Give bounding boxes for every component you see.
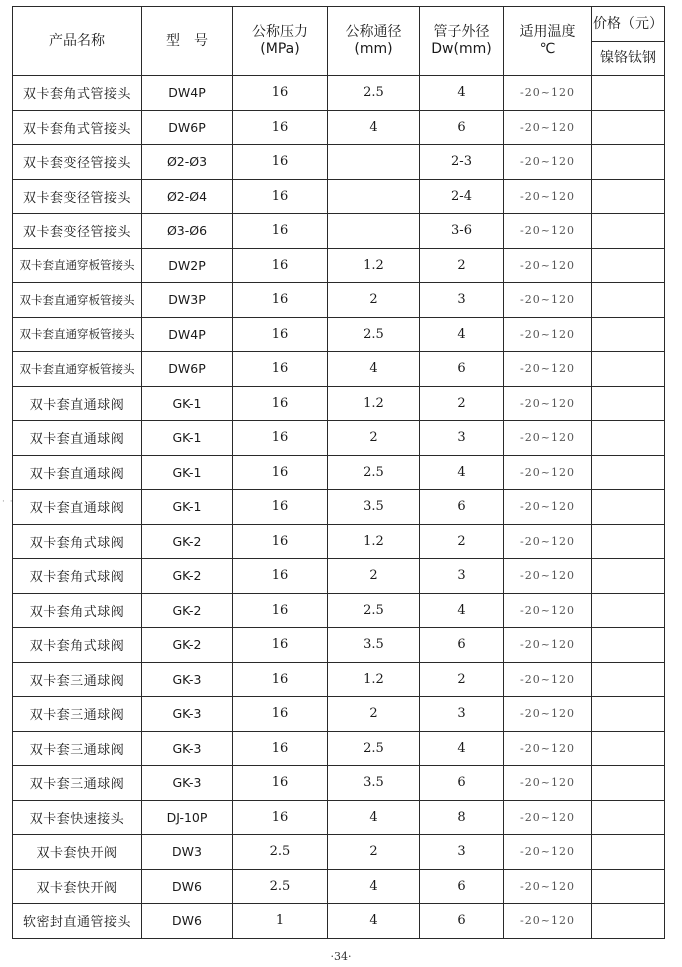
cell-price — [592, 110, 665, 145]
cell-model: GK-2 — [142, 628, 233, 663]
cell-product-name: 双卡套变径管接头 — [13, 145, 142, 180]
cell-bore: 2.5 — [328, 317, 420, 352]
table-row — [13, 386, 665, 421]
cell-model: GK-1 — [142, 386, 233, 421]
table-row — [13, 662, 665, 697]
cell-bore: 2 — [328, 835, 420, 870]
cell-temperature: -20~120 — [504, 76, 592, 111]
cell-model: GK-3 — [142, 766, 233, 801]
cell-product-name: 双卡套直通穿板管接头 — [13, 248, 142, 283]
cell-pressure: 16 — [233, 386, 328, 421]
table-row — [13, 628, 665, 663]
table-row — [13, 352, 665, 387]
cell-model: Ø3-Ø6 — [142, 214, 233, 249]
cell-model: GK-1 — [142, 490, 233, 525]
cell-temperature: -20~120 — [504, 766, 592, 801]
cell-bore: 2 — [328, 559, 420, 594]
table-row — [13, 835, 665, 870]
cell-outer-diameter: 6 — [420, 628, 504, 663]
cell-temperature: -20~120 — [504, 248, 592, 283]
cell-product-name: 双卡套快开阀 — [13, 835, 142, 870]
header-price: 价格（元） — [592, 7, 665, 42]
cell-outer-diameter: 4 — [420, 455, 504, 490]
table-row — [13, 559, 665, 594]
cell-outer-diameter: 3 — [420, 835, 504, 870]
cell-temperature: -20~120 — [504, 421, 592, 456]
header-od-label: 管子外径 — [433, 24, 490, 40]
cell-product-name: 双卡套快速接头 — [13, 800, 142, 835]
cell-outer-diameter: 6 — [420, 110, 504, 145]
cell-price — [592, 455, 665, 490]
cell-outer-diameter: 3-6 — [420, 214, 504, 249]
cell-pressure: 16 — [233, 110, 328, 145]
cell-temperature: -20~120 — [504, 455, 592, 490]
header-bore — [328, 7, 420, 76]
cell-product-name: 双卡套快开阀 — [13, 869, 142, 904]
cell-pressure: 16 — [233, 524, 328, 559]
cell-price — [592, 593, 665, 628]
cell-pressure: 16 — [233, 766, 328, 801]
header-temp-unit: ℃ — [539, 41, 556, 57]
cell-price — [592, 352, 665, 387]
cell-bore: 1.2 — [328, 248, 420, 283]
table-row — [13, 731, 665, 766]
cell-model: DW2P — [142, 248, 233, 283]
table-row — [13, 76, 665, 111]
cell-outer-diameter: 6 — [420, 869, 504, 904]
cell-outer-diameter: 8 — [420, 800, 504, 835]
cell-outer-diameter: 4 — [420, 731, 504, 766]
table-body — [13, 76, 665, 939]
header-bore-label: 公称通径 — [345, 24, 402, 40]
cell-bore: 3.5 — [328, 490, 420, 525]
cell-product-name: 双卡套角式管接头 — [13, 110, 142, 145]
cell-model: DW4P — [142, 317, 233, 352]
cell-temperature: -20~120 — [504, 386, 592, 421]
cell-outer-diameter: 2-4 — [420, 179, 504, 214]
header-pressure-label: 公称压力 — [252, 24, 308, 40]
cell-temperature: -20~120 — [504, 593, 592, 628]
cell-price — [592, 628, 665, 663]
cell-model: DW6 — [142, 869, 233, 904]
cell-pressure: 16 — [233, 628, 328, 663]
cell-temperature: -20~120 — [504, 179, 592, 214]
cell-model: DW6P — [142, 110, 233, 145]
cell-temperature: -20~120 — [504, 904, 592, 939]
cell-outer-diameter: 3 — [420, 283, 504, 318]
cell-price — [592, 283, 665, 318]
cell-bore: 3.5 — [328, 766, 420, 801]
cell-bore — [328, 214, 420, 249]
cell-pressure: 16 — [233, 593, 328, 628]
header-outer-diameter — [420, 7, 504, 76]
cell-bore: 1.2 — [328, 662, 420, 697]
cell-pressure: 16 — [233, 76, 328, 111]
cell-outer-diameter: 6 — [420, 352, 504, 387]
cell-bore: 2 — [328, 697, 420, 732]
cell-pressure: 2.5 — [233, 869, 328, 904]
cell-pressure: 2.5 — [233, 835, 328, 870]
header-temperature — [504, 7, 592, 76]
cell-bore — [328, 145, 420, 180]
product-price-table — [12, 6, 665, 939]
table-row — [13, 421, 665, 456]
cell-bore: 4 — [328, 800, 420, 835]
table-row — [13, 766, 665, 801]
cell-pressure: 16 — [233, 455, 328, 490]
cell-price — [592, 835, 665, 870]
cell-product-name: 双卡套三通球阀 — [13, 697, 142, 732]
cell-model: DW3 — [142, 835, 233, 870]
header-temp-label: 适用温度 — [519, 24, 576, 40]
cell-outer-diameter: 2 — [420, 524, 504, 559]
cell-model: GK-2 — [142, 524, 233, 559]
cell-model: DJ-10P — [142, 800, 233, 835]
cell-price — [592, 421, 665, 456]
table-row — [13, 283, 665, 318]
cell-price — [592, 145, 665, 180]
cell-product-name: 双卡套直通穿板管接头 — [13, 283, 142, 318]
cell-pressure: 16 — [233, 248, 328, 283]
table-row — [13, 697, 665, 732]
header-bore-unit: (mm) — [354, 41, 393, 57]
cell-bore: 4 — [328, 352, 420, 387]
cell-price — [592, 662, 665, 697]
table-row — [13, 145, 665, 180]
cell-product-name: 双卡套直通球阀 — [13, 386, 142, 421]
cell-temperature: -20~120 — [504, 110, 592, 145]
cell-price — [592, 386, 665, 421]
cell-temperature: -20~120 — [504, 490, 592, 525]
cell-outer-diameter: 4 — [420, 593, 504, 628]
table-row — [13, 869, 665, 904]
cell-bore: 4 — [328, 904, 420, 939]
cell-bore: 2.5 — [328, 76, 420, 111]
cell-outer-diameter: 3 — [420, 697, 504, 732]
cell-bore — [328, 179, 420, 214]
cell-model: DW6P — [142, 352, 233, 387]
cell-temperature: -20~120 — [504, 283, 592, 318]
cell-temperature: -20~120 — [504, 145, 592, 180]
cell-product-name: 双卡套直通穿板管接头 — [13, 352, 142, 387]
cell-pressure: 16 — [233, 352, 328, 387]
table-header — [13, 7, 665, 76]
cell-product-name: 双卡套角式球阀 — [13, 524, 142, 559]
cell-model: GK-2 — [142, 593, 233, 628]
table-row — [13, 110, 665, 145]
cell-product-name: 双卡套直通球阀 — [13, 490, 142, 525]
cell-product-name: 双卡套直通球阀 — [13, 455, 142, 490]
cell-model: GK-2 — [142, 559, 233, 594]
cell-temperature: -20~120 — [504, 524, 592, 559]
header-material: 镍铬钛钢 — [592, 42, 665, 76]
cell-price — [592, 559, 665, 594]
cell-price — [592, 731, 665, 766]
cell-price — [592, 869, 665, 904]
cell-outer-diameter: 6 — [420, 766, 504, 801]
cell-product-name: 双卡套三通球阀 — [13, 731, 142, 766]
cell-outer-diameter: 2 — [420, 662, 504, 697]
table-row — [13, 455, 665, 490]
cell-pressure: 16 — [233, 283, 328, 318]
cell-product-name: 双卡套三通球阀 — [13, 766, 142, 801]
cell-product-name: 双卡套角式管接头 — [13, 76, 142, 111]
cell-model: GK-1 — [142, 421, 233, 456]
table-row — [13, 524, 665, 559]
cell-pressure: 16 — [233, 317, 328, 352]
cell-model: DW3P — [142, 283, 233, 318]
cell-outer-diameter: 3 — [420, 421, 504, 456]
header-model: 型 号 — [142, 7, 233, 76]
cell-price — [592, 248, 665, 283]
cell-temperature: -20~120 — [504, 352, 592, 387]
cell-temperature: -20~120 — [504, 628, 592, 663]
header-product-name: 产品名称 — [13, 7, 142, 76]
cell-bore: 2.5 — [328, 455, 420, 490]
cell-product-name: 双卡套角式球阀 — [13, 559, 142, 594]
cell-product-name: 双卡套变径管接头 — [13, 214, 142, 249]
table-row — [13, 904, 665, 939]
cell-outer-diameter: 3 — [420, 559, 504, 594]
cell-pressure: 1 — [233, 904, 328, 939]
cell-temperature: -20~120 — [504, 731, 592, 766]
cell-price — [592, 904, 665, 939]
cell-temperature: -20~120 — [504, 800, 592, 835]
cell-bore: 1.2 — [328, 524, 420, 559]
cell-pressure: 16 — [233, 421, 328, 456]
header-pressure — [233, 7, 328, 76]
cell-temperature: -20~120 — [504, 835, 592, 870]
cell-pressure: 16 — [233, 490, 328, 525]
cell-model: GK-3 — [142, 662, 233, 697]
cell-model: GK-3 — [142, 697, 233, 732]
cell-outer-diameter: 2 — [420, 386, 504, 421]
cell-bore: 4 — [328, 110, 420, 145]
cell-product-name: 双卡套直通球阀 — [13, 421, 142, 456]
cell-model: Ø2-Ø3 — [142, 145, 233, 180]
cell-product-name: 双卡套角式球阀 — [13, 628, 142, 663]
cell-pressure: 16 — [233, 800, 328, 835]
table-row — [13, 317, 665, 352]
table-row — [13, 800, 665, 835]
page-number: ·34· — [330, 950, 352, 963]
cell-pressure: 16 — [233, 214, 328, 249]
cell-pressure: 16 — [233, 697, 328, 732]
cell-price — [592, 179, 665, 214]
table-row — [13, 214, 665, 249]
header-pressure-unit: (MPa) — [260, 41, 300, 57]
cell-bore: 3.5 — [328, 628, 420, 663]
cell-temperature: -20~120 — [504, 214, 592, 249]
cell-pressure: 16 — [233, 145, 328, 180]
cell-temperature: -20~120 — [504, 559, 592, 594]
cell-price — [592, 766, 665, 801]
table-row — [13, 179, 665, 214]
cell-product-name: 双卡套变径管接头 — [13, 179, 142, 214]
cell-price — [592, 214, 665, 249]
table-row — [13, 593, 665, 628]
price-table-sheet — [12, 6, 664, 939]
cell-outer-diameter: 6 — [420, 904, 504, 939]
cell-temperature: -20~120 — [504, 697, 592, 732]
cell-price — [592, 524, 665, 559]
cell-model: GK-1 — [142, 455, 233, 490]
cell-bore: 2 — [328, 421, 420, 456]
cell-model: Ø2-Ø4 — [142, 179, 233, 214]
cell-outer-diameter: 6 — [420, 490, 504, 525]
cell-product-name: 双卡套三通球阀 — [13, 662, 142, 697]
cell-price — [592, 490, 665, 525]
cell-bore: 2.5 — [328, 731, 420, 766]
cell-price — [592, 76, 665, 111]
cell-model: GK-3 — [142, 731, 233, 766]
header-od-unit: Dw(mm) — [431, 41, 492, 57]
cell-product-name: 软密封直通管接头 — [13, 904, 142, 939]
cell-temperature: -20~120 — [504, 317, 592, 352]
cell-product-name: 双卡套直通穿板管接头 — [13, 317, 142, 352]
cell-bore: 2.5 — [328, 593, 420, 628]
cell-outer-diameter: 4 — [420, 317, 504, 352]
cell-pressure: 16 — [233, 662, 328, 697]
table-row — [13, 490, 665, 525]
scan-speckle: · · — [2, 497, 14, 507]
cell-product-name: 双卡套角式球阀 — [13, 593, 142, 628]
cell-pressure: 16 — [233, 731, 328, 766]
cell-outer-diameter: 4 — [420, 76, 504, 111]
cell-model: DW6 — [142, 904, 233, 939]
cell-price — [592, 317, 665, 352]
cell-outer-diameter: 2-3 — [420, 145, 504, 180]
cell-outer-diameter: 2 — [420, 248, 504, 283]
cell-bore: 2 — [328, 283, 420, 318]
cell-price — [592, 697, 665, 732]
cell-temperature: -20~120 — [504, 869, 592, 904]
cell-price — [592, 800, 665, 835]
cell-bore: 1.2 — [328, 386, 420, 421]
cell-bore: 4 — [328, 869, 420, 904]
cell-pressure: 16 — [233, 179, 328, 214]
cell-pressure: 16 — [233, 559, 328, 594]
table-row — [13, 248, 665, 283]
cell-temperature: -20~120 — [504, 662, 592, 697]
cell-model: DW4P — [142, 76, 233, 111]
